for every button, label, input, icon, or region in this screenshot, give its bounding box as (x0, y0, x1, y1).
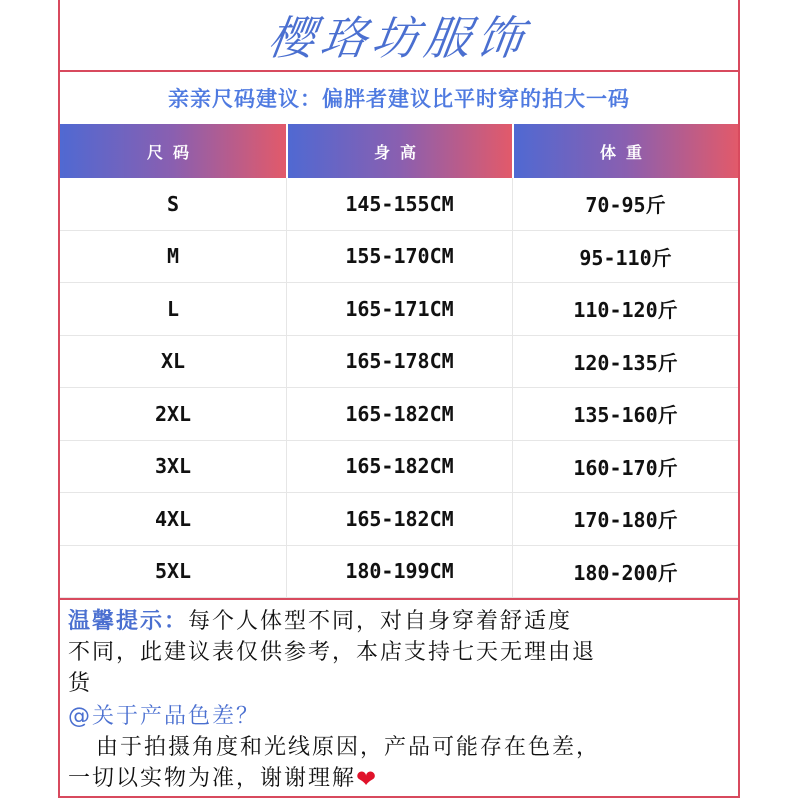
size-table (60, 124, 738, 598)
notice-line-3: 货 (68, 671, 93, 696)
notice-section (60, 598, 738, 796)
brand-title: 樱珞坊服饰 (264, 11, 533, 65)
header-size: 尺码 (60, 124, 286, 178)
height-cell: 165-182CM (286, 388, 512, 440)
weight-cell: 170-180斤 (512, 493, 738, 545)
size-cell: XL (160, 349, 186, 374)
height-cell: 180-199CM (286, 546, 512, 598)
color-difference-line-1: 由于拍摄角度和光线原因，产品可能存在色差， (96, 735, 601, 760)
table-row (60, 546, 738, 599)
height-cell: 165-182CM (286, 493, 512, 545)
size-advice: 亲亲尺码建议：偏胖者建议比平时穿的拍大一码 (168, 87, 630, 111)
weight-cell: 110-120斤 (512, 283, 738, 335)
height-cell: 165-178CM (286, 336, 512, 388)
table-row (60, 283, 738, 336)
weight-cell: 160-170斤 (512, 441, 738, 493)
size-cell: 4XL (154, 506, 192, 531)
header-height: 身高 (286, 124, 512, 178)
color-difference-text: 一切以实物为准，谢谢理解 (68, 766, 357, 791)
size-cell: L (166, 296, 180, 321)
title-row (60, 0, 738, 72)
table-row (60, 441, 738, 494)
size-cell: M (166, 244, 180, 269)
weight-cell: 135-160斤 (512, 388, 738, 440)
table-header (60, 124, 738, 178)
table-row (60, 493, 738, 546)
weight-cell: 180-200斤 (512, 546, 738, 598)
size-cell: 5XL (154, 559, 192, 584)
height-cell: 145-155CM (286, 178, 512, 230)
weight-cell: 120-135斤 (512, 336, 738, 388)
heart-icon: ❤ (356, 765, 379, 793)
height-cell: 165-182CM (286, 441, 512, 493)
height-cell: 165-171CM (286, 283, 512, 335)
notice-line-1 (68, 606, 730, 637)
header-weight: 体重 (512, 124, 738, 178)
height-cell: 155-170CM (286, 231, 512, 283)
weight-cell: 95-110斤 (512, 231, 738, 283)
size-cell: S (166, 191, 180, 216)
table-row (60, 231, 738, 284)
size-chart-frame (58, 0, 740, 798)
color-difference-line-2 (68, 763, 730, 795)
notice-line-2: 不同，此建议表仅供参考，本店支持七天无理由退 (68, 640, 597, 665)
color-difference-title: @关于产品色差？ (68, 704, 261, 729)
table-row (60, 178, 738, 231)
notice-lead: 温馨提示： (68, 608, 189, 634)
table-row (60, 388, 738, 441)
table-row (60, 336, 738, 389)
size-cell: 3XL (154, 454, 192, 479)
size-cell: 2XL (154, 401, 192, 426)
notice-text: 每个人体型不同，对自身穿着舒适度 (188, 609, 573, 634)
weight-cell: 70-95斤 (512, 178, 738, 230)
